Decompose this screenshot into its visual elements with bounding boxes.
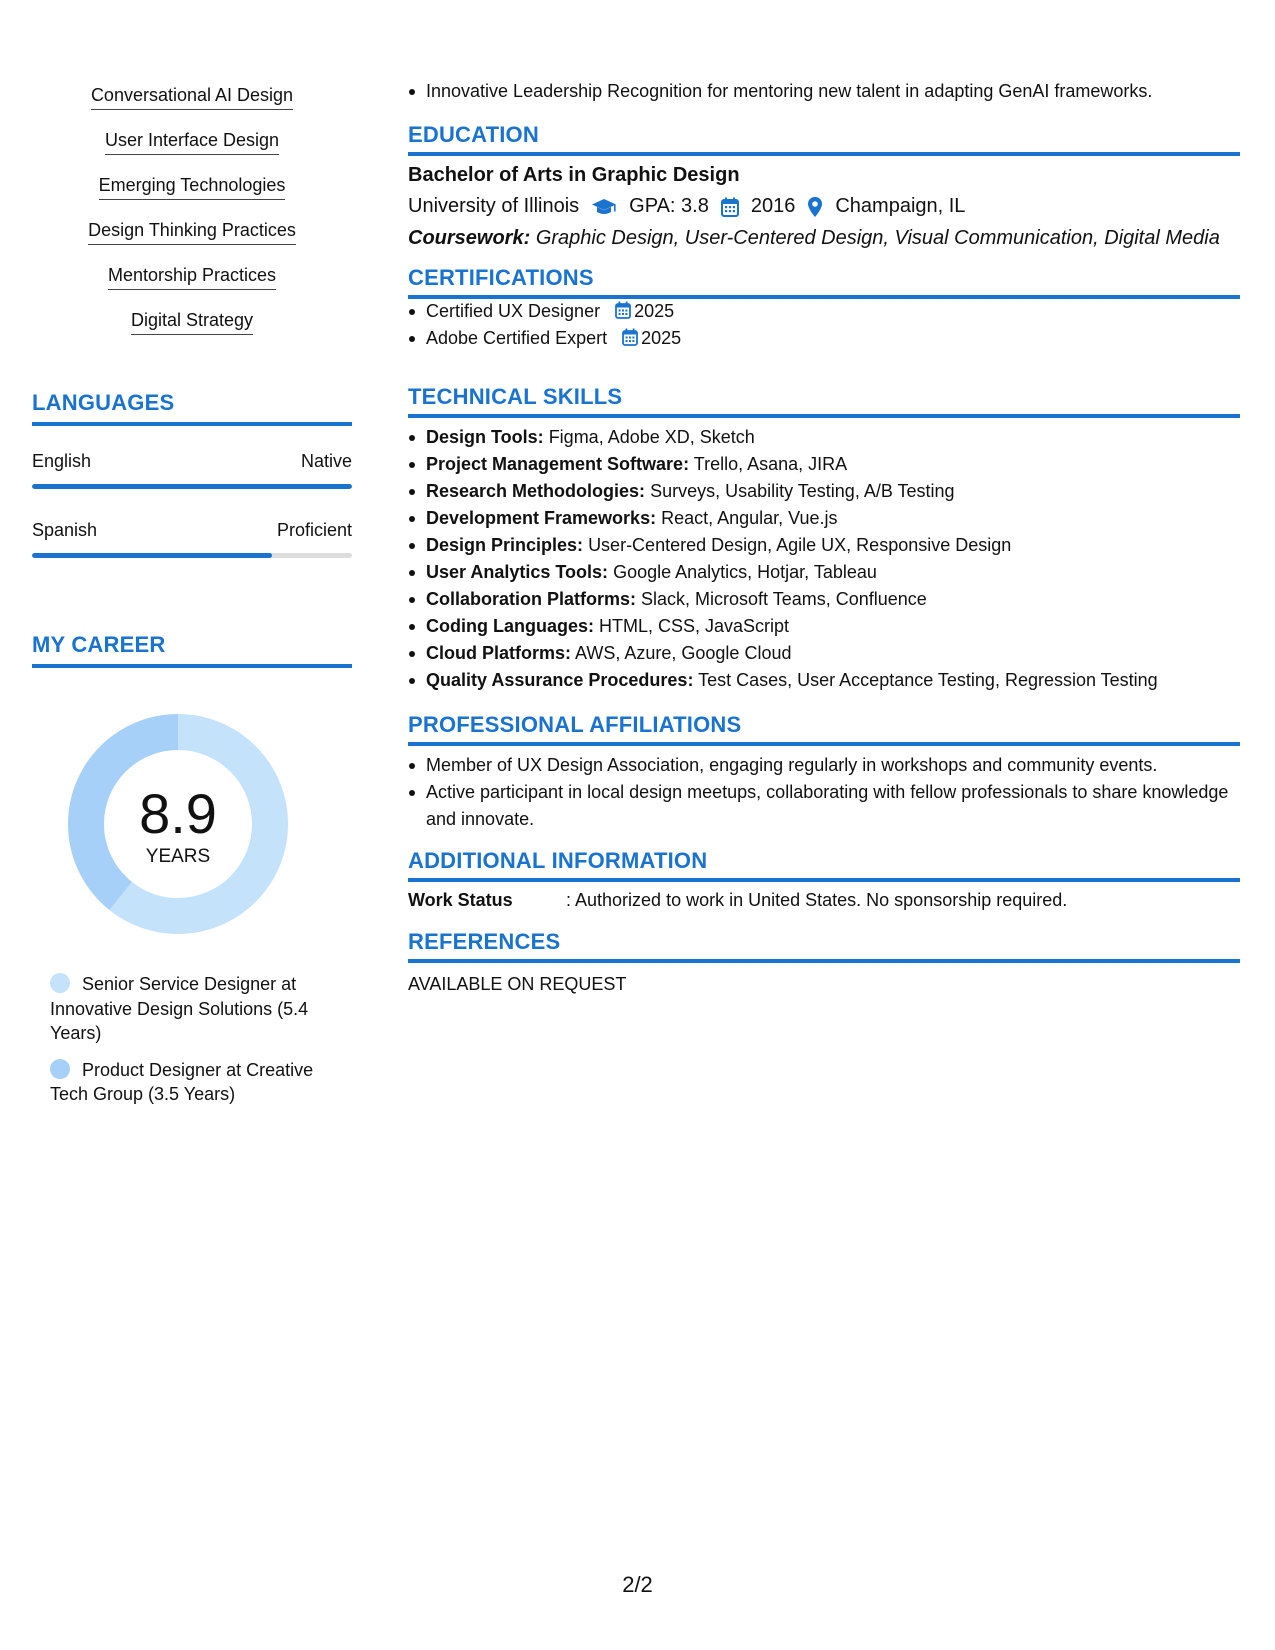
career-donut-chart — [66, 712, 290, 936]
additional-info-heading: ADDITIONAL INFORMATION — [408, 848, 1240, 882]
affiliations-list — [408, 752, 1240, 833]
skill-category: Cloud Platforms: — [426, 643, 572, 663]
skill-category: Project Management Software: — [426, 454, 690, 474]
list-item — [408, 559, 1240, 586]
skill-values: Trello, Asana, JIRA — [693, 454, 848, 474]
education-school: University of Illinois — [408, 195, 580, 217]
language-english — [32, 450, 352, 489]
career-legend-label: Senior Service Designer at Innovative Design Solutions (5.4 Years) — [50, 974, 309, 1043]
list-item: Innovative Leadership Recognition for mentoring new talent in adapting GenAI frameworks. — [408, 78, 1240, 105]
skill-values: HTML, CSS, JavaScript — [599, 616, 790, 636]
skill-values: React, Angular, Vue.js — [661, 508, 838, 528]
list-item — [408, 478, 1240, 505]
education-gpa: GPA: 3.8 — [629, 195, 709, 217]
graduation-cap-icon — [591, 197, 617, 217]
skill-tag: Emerging Technologies — [99, 174, 286, 200]
education-details — [408, 195, 965, 218]
certifications-heading: CERTIFICATIONS — [408, 265, 1240, 299]
skill-category: Coding Languages: — [426, 616, 594, 636]
skill-category: User Analytics Tools: — [426, 562, 609, 582]
location-pin-icon — [807, 196, 823, 218]
list-item — [408, 586, 1240, 613]
education-location: Champaign, IL — [835, 195, 966, 217]
certification-name: Adobe Certified Expert — [426, 328, 608, 348]
language-bar-fill — [32, 553, 272, 558]
list-item — [408, 640, 1240, 667]
references-text: AVAILABLE ON REQUEST — [408, 974, 627, 994]
technical-skills-list — [408, 424, 1240, 694]
languages-heading: LANGUAGES — [32, 390, 352, 426]
skill-values: Test Cases, User Acceptance Testing, Regression Testing — [698, 670, 1158, 690]
skill-values: Figma, Adobe XD, Sketch — [548, 427, 755, 447]
list-item — [408, 424, 1240, 451]
skill-tag: Digital Strategy — [131, 309, 253, 335]
certification-name: Certified UX Designer — [426, 301, 601, 321]
language-bar — [32, 484, 352, 489]
skill-tag-list — [32, 84, 352, 354]
skill-values: Slack, Microsoft Teams, Confluence — [641, 589, 927, 609]
work-status — [408, 890, 1067, 911]
calendar-icon — [721, 197, 739, 217]
skill-category: Design Principles: — [426, 535, 584, 555]
education-degree: Bachelor of Arts in Graphic Design — [408, 164, 740, 186]
work-status-value: : Authorized to work in United States. No sponsorship required. — [566, 890, 1068, 910]
calendar-icon — [615, 301, 631, 319]
language-bar-fill — [32, 484, 352, 489]
certification-item — [408, 325, 1240, 352]
skill-values: Google Analytics, Hotjar, Tableau — [613, 562, 877, 582]
certification-item — [408, 298, 1240, 325]
list-item — [408, 451, 1240, 478]
career-legend — [50, 972, 350, 1119]
list-item — [408, 613, 1240, 640]
skill-tag: Mentorship Practices — [108, 264, 276, 290]
skill-category: Design Tools: — [426, 427, 544, 447]
legend-dot — [50, 973, 70, 993]
certifications-list — [408, 298, 1240, 352]
coursework-label: Coursework: — [408, 227, 531, 249]
technical-skills-heading: TECHNICAL SKILLS — [408, 384, 1240, 418]
language-spanish — [32, 519, 352, 558]
skill-category: Quality Assurance Procedures: — [426, 670, 694, 690]
work-status-label: Work Status — [408, 890, 513, 910]
career-legend-label: Product Designer at Creative Tech Group (3.5 Years) — [50, 1059, 314, 1104]
skill-tag: User Interface Design — [105, 129, 279, 155]
skill-tag: Conversational AI Design — [91, 84, 293, 110]
calendar-icon — [622, 328, 638, 346]
certification-year: 2025 — [641, 328, 682, 348]
language-name: Spanish — [32, 520, 98, 540]
page-number: 2/2 — [622, 1572, 653, 1597]
references-heading: REFERENCES — [408, 929, 1240, 963]
career-legend-item — [50, 972, 350, 1046]
skill-values: AWS, Azure, Google Cloud — [575, 643, 792, 663]
language-bar — [32, 553, 352, 558]
skill-tag: Design Thinking Practices — [88, 219, 296, 245]
language-level: Proficient — [276, 520, 352, 540]
skill-category: Development Frameworks: — [426, 508, 657, 528]
skill-category: Collaboration Platforms: — [426, 589, 637, 609]
education-year: 2016 — [750, 195, 796, 217]
certification-year: 2025 — [634, 301, 675, 321]
career-total-unit: YEARS — [145, 846, 211, 867]
education-coursework — [408, 227, 1220, 250]
career-total-years: 8.9 — [139, 782, 217, 845]
skill-values: User-Centered Design, Agile UX, Responsive Design — [588, 535, 1012, 555]
education-heading: EDUCATION — [408, 122, 1240, 156]
list-item — [408, 505, 1240, 532]
award-list — [408, 78, 1240, 105]
skill-category: Research Methodologies: — [426, 481, 646, 501]
list-item — [408, 532, 1240, 559]
career-legend-item — [50, 1058, 350, 1107]
skill-values: Surveys, Usability Testing, A/B Testing — [650, 481, 955, 501]
affiliations-heading: PROFESSIONAL AFFILIATIONS — [408, 712, 1240, 746]
coursework-value: Graphic Design, User-Centered Design, Visual Communication, Digital Media — [535, 227, 1220, 249]
language-name: English — [32, 451, 92, 471]
language-level: Native — [300, 451, 352, 471]
legend-dot — [50, 1059, 70, 1079]
list-item — [408, 667, 1240, 694]
list-item: Active participant in local design meetups, collaborating with fellow professionals to share knowledge and innovate. — [408, 779, 1240, 833]
list-item: Member of UX Design Association, engaging regularly in workshops and community events. — [408, 752, 1240, 779]
career-heading: MY CAREER — [32, 632, 352, 668]
